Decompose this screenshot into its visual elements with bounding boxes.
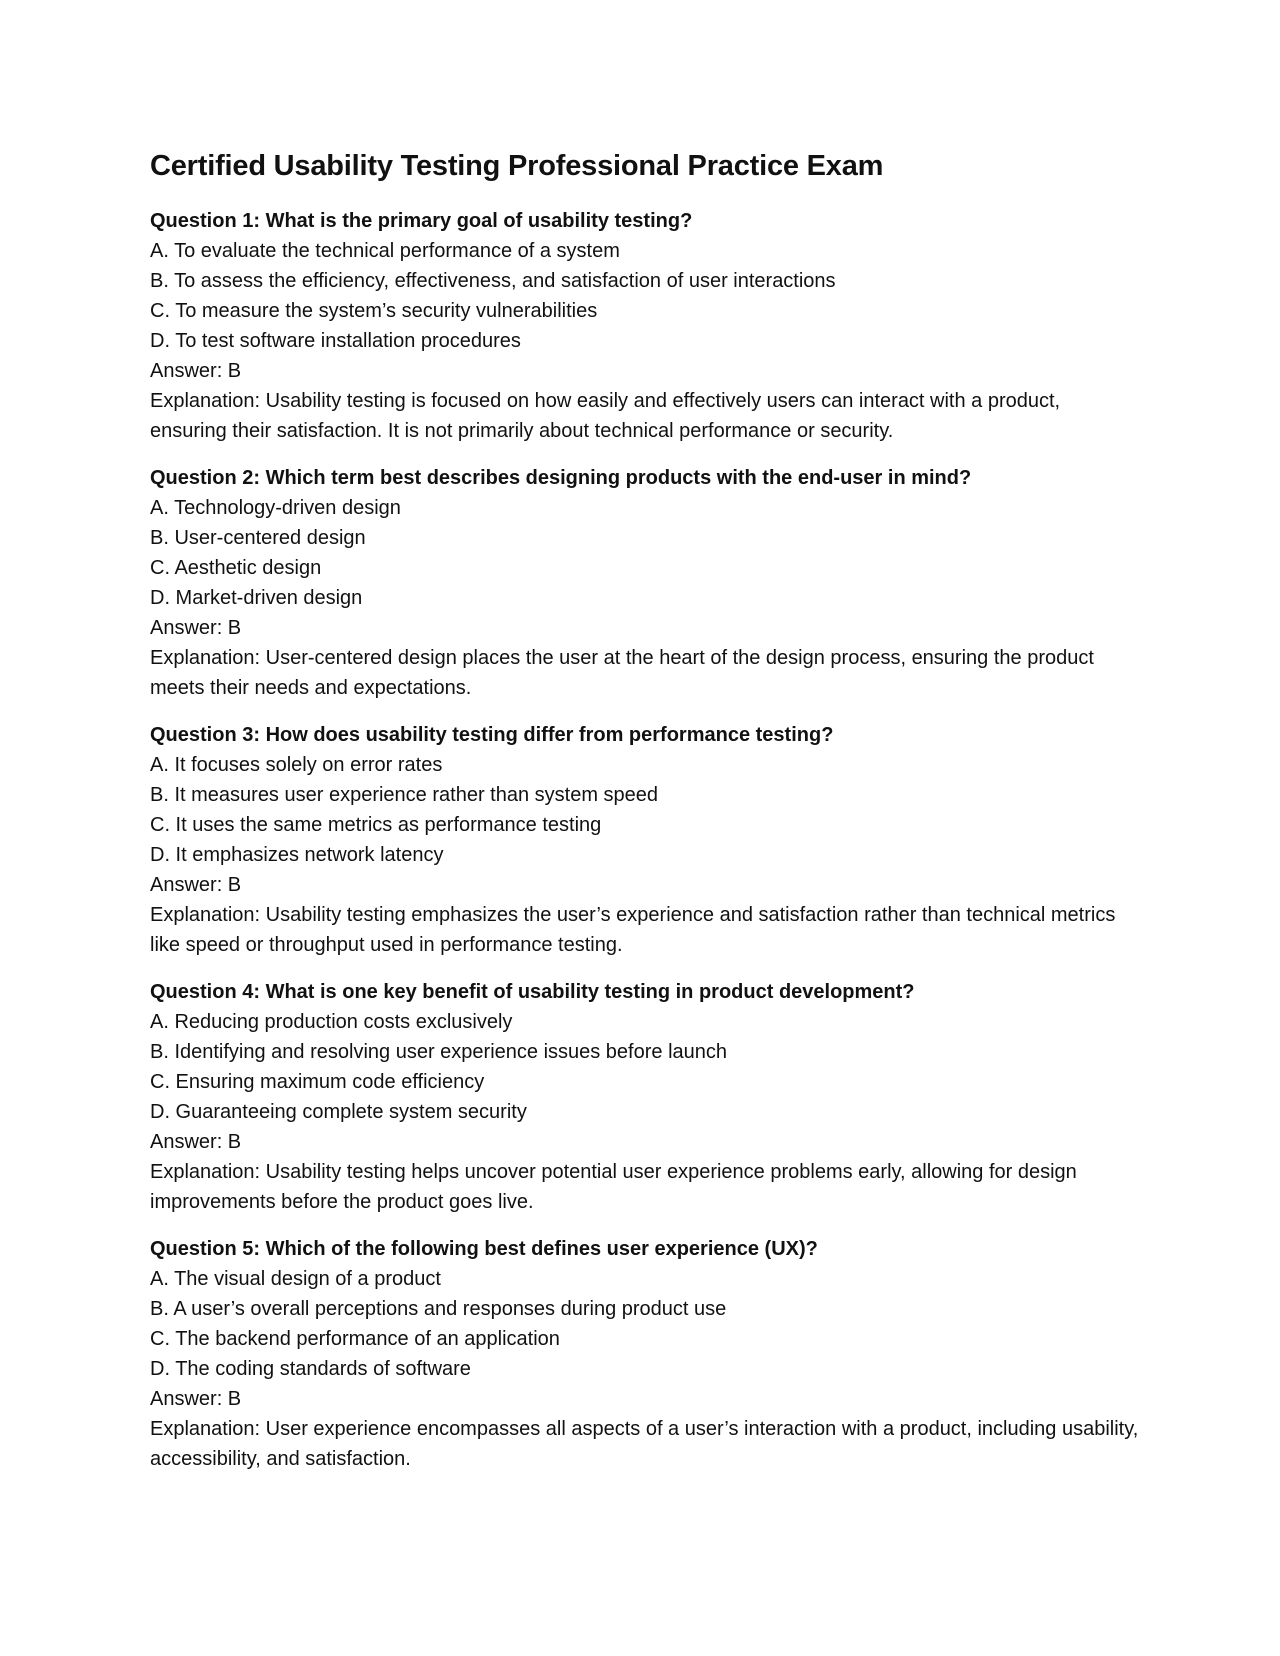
option-c: C. Aesthetic design	[150, 557, 322, 579]
option-a: A. It focuses solely on error rates	[150, 754, 443, 776]
option-c: C. To measure the system’s security vulnerabilities	[150, 300, 598, 322]
question-heading: Question 2: Which term best describes designing products with the end-user in mind?	[150, 467, 972, 489]
explanation: Explanation: Usability testing is focused on how easily and effectively users can interact with a product, ensuring their satisfaction. It is not primarily about technical performance or security.	[150, 390, 1061, 442]
question-2	[150, 463, 1140, 703]
option-b: B. To assess the efficiency, effectiveness, and satisfaction of user interactions	[150, 270, 836, 292]
question-4	[150, 977, 1140, 1217]
option-a: A. To evaluate the technical performance of a system	[150, 240, 620, 262]
answer: Answer: B	[150, 874, 242, 896]
option-d: D. To test software installation procedures	[150, 330, 521, 352]
question-3	[150, 720, 1140, 960]
explanation: Explanation: Usability testing helps uncover potential user experience problems early, allowing for design improvements before the product goes live.	[150, 1161, 1077, 1213]
option-c: C. Ensuring maximum code efficiency	[150, 1071, 485, 1093]
document-title: Certified Usability Testing Professional Practice Exam	[150, 150, 884, 182]
option-d: D. It emphasizes network latency	[150, 844, 444, 866]
option-c: C. The backend performance of an application	[150, 1328, 560, 1350]
option-d: D. Market-driven design	[150, 587, 363, 609]
document-page	[150, 148, 1140, 1491]
question-5	[150, 1234, 1140, 1474]
question-heading: Question 3: How does usability testing differ from performance testing?	[150, 724, 834, 746]
explanation: Explanation: User-centered design places the user at the heart of the design process, ensuring the product meets their needs and expectations.	[150, 647, 1094, 699]
option-d: D. Guaranteeing complete system security	[150, 1101, 527, 1123]
option-b: B. User-centered design	[150, 527, 366, 549]
option-a: A. Reducing production costs exclusively	[150, 1011, 513, 1033]
question-heading: Question 1: What is the primary goal of usability testing?	[150, 210, 693, 232]
option-b: B. A user’s overall perceptions and responses during product use	[150, 1298, 727, 1320]
question-1	[150, 206, 1140, 446]
answer: Answer: B	[150, 1131, 242, 1153]
explanation: Explanation: Usability testing emphasizes the user’s experience and satisfaction rather than technical metrics like speed or throughput used in performance testing.	[150, 904, 1116, 956]
option-a: A. The visual design of a product	[150, 1268, 441, 1290]
question-heading: Question 4: What is one key benefit of usability testing in product development?	[150, 981, 915, 1003]
answer: Answer: B	[150, 617, 242, 639]
answer: Answer: B	[150, 1388, 242, 1410]
option-a: A. Technology-driven design	[150, 497, 401, 519]
option-b: B. Identifying and resolving user experience issues before launch	[150, 1041, 728, 1063]
answer: Answer: B	[150, 360, 242, 382]
question-heading: Question 5: Which of the following best defines user experience (UX)?	[150, 1238, 818, 1260]
option-b: B. It measures user experience rather than system speed	[150, 784, 659, 806]
option-c: C. It uses the same metrics as performance testing	[150, 814, 602, 836]
explanation: Explanation: User experience encompasses all aspects of a user’s interaction with a product, including usability, accessibility, and satisfaction.	[150, 1418, 1139, 1470]
option-d: D. The coding standards of software	[150, 1358, 471, 1380]
